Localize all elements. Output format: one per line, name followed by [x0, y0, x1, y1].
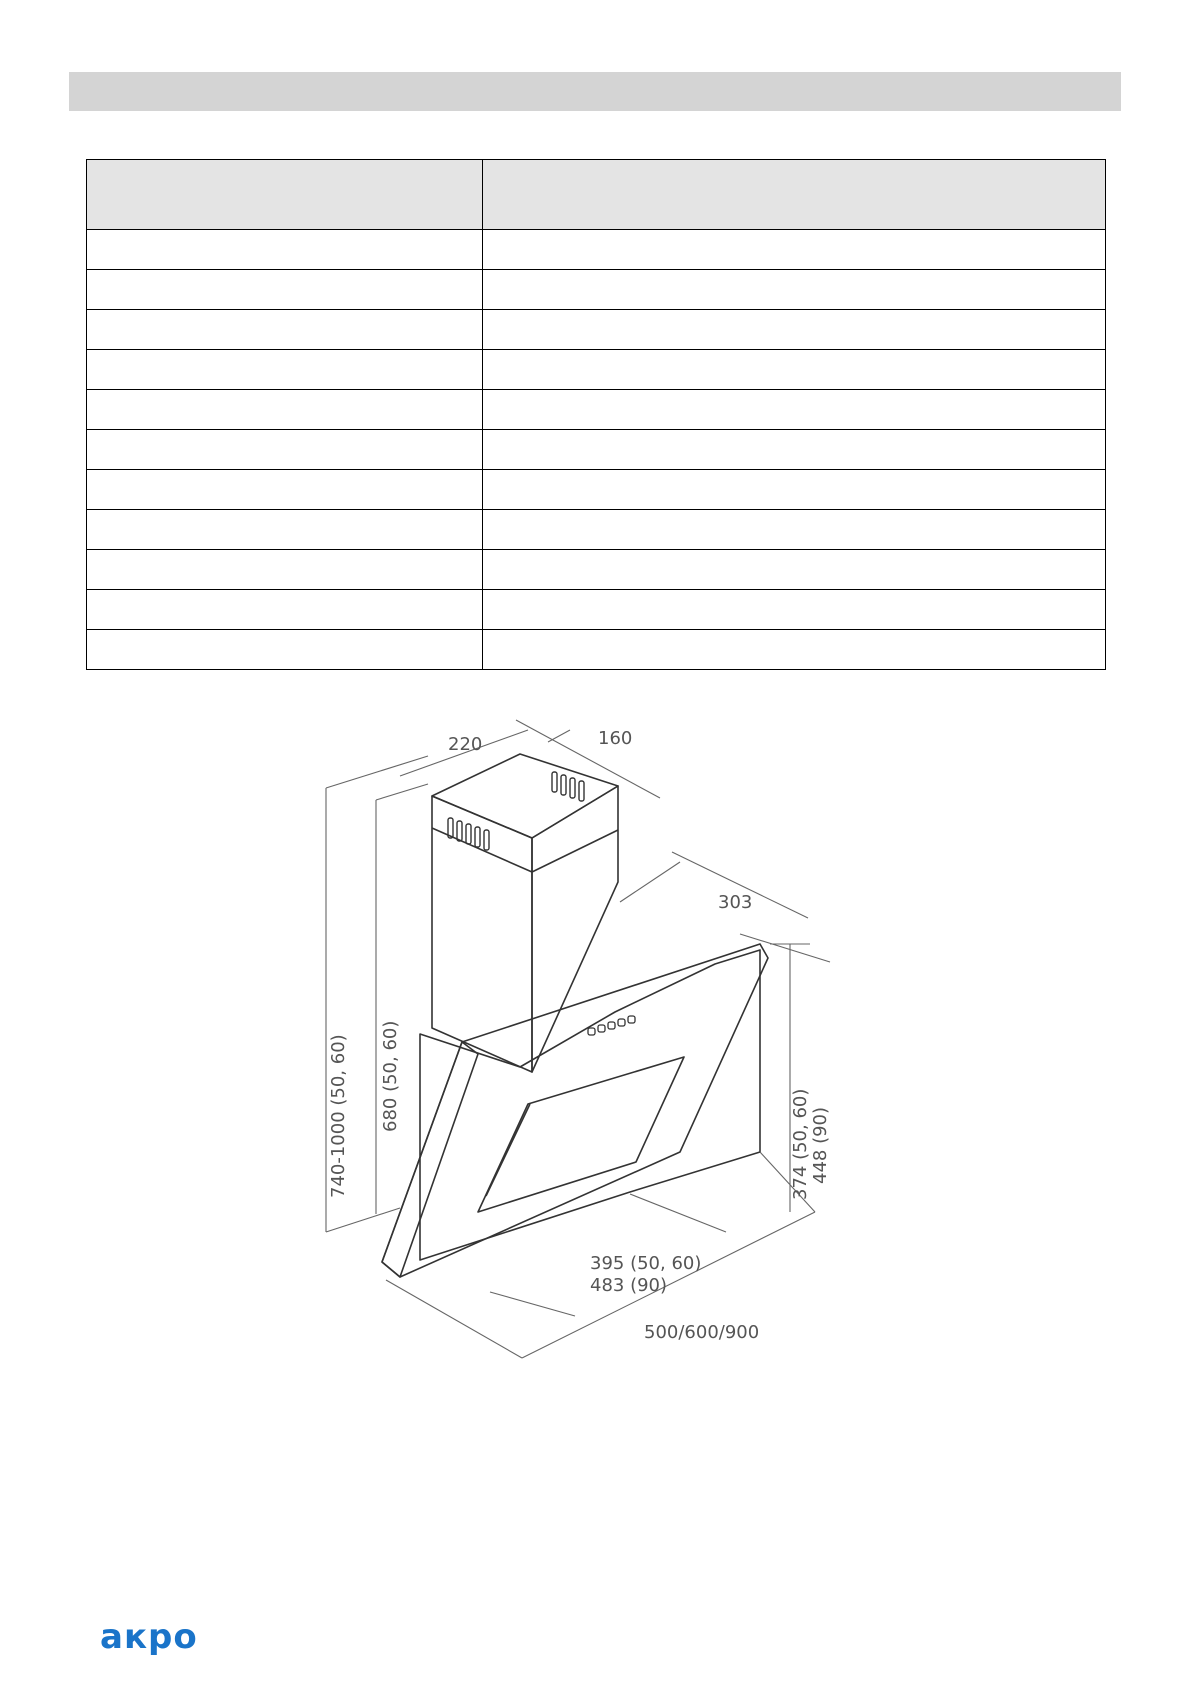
spec-value-cell: [483, 590, 1106, 630]
hood-body: [420, 950, 760, 1260]
dim-chimney-height: 680 (50, 60): [380, 1020, 401, 1132]
spec-table-header-cell: [483, 160, 1106, 230]
dim-overall-width: 500/600/900: [644, 1322, 760, 1343]
table-row: [87, 590, 1106, 630]
chimney-front: [432, 796, 532, 1072]
spec-label-cell: [87, 430, 483, 470]
dim-panel-height-1: 374 (50, 60): [790, 1088, 811, 1200]
glass-panel: [382, 944, 768, 1277]
spec-value-cell: [483, 510, 1106, 550]
spec-value-cell: [483, 470, 1106, 510]
chimney-top: [432, 754, 618, 838]
table-row: [87, 270, 1106, 310]
spec-value-cell: [483, 310, 1106, 350]
brand-logo: акро: [100, 1617, 198, 1657]
inner-glass: [478, 1057, 684, 1212]
control-buttons: [588, 1016, 635, 1035]
table-row: [87, 230, 1106, 270]
spec-value-cell: [483, 270, 1106, 310]
spec-label-cell: [87, 270, 483, 310]
dim-panel-height-2: 448 (90): [810, 1106, 831, 1184]
spec-value-cell: [483, 430, 1106, 470]
spec-label-cell: [87, 630, 483, 670]
spec-label-cell: [87, 350, 483, 390]
dim-glass-width-1: 395 (50, 60): [590, 1253, 702, 1274]
spec-label-cell: [87, 590, 483, 630]
table-row: [87, 630, 1106, 670]
spec-table-header-row: [87, 160, 1106, 230]
spec-label-cell: [87, 310, 483, 350]
dim-depth-top: 220: [448, 734, 483, 755]
spec-table-header-cell: [87, 160, 483, 230]
dim-width-top: 160: [598, 728, 633, 749]
spec-value-cell: [483, 350, 1106, 390]
spec-value-cell: [483, 230, 1106, 270]
spec-label-cell: [87, 510, 483, 550]
spec-value-cell: [483, 390, 1106, 430]
dim-glass-width-2: 483 (90): [590, 1275, 668, 1296]
table-row: [87, 470, 1106, 510]
section-title-bar: [69, 72, 1121, 111]
table-row: [87, 350, 1106, 390]
spec-label-cell: [87, 550, 483, 590]
table-row: [87, 390, 1106, 430]
hood-dimension-drawing: [320, 712, 900, 1412]
spec-label-cell: [87, 470, 483, 510]
spec-label-cell: [87, 390, 483, 430]
table-row: [87, 550, 1106, 590]
dim-projection: 303: [718, 892, 753, 913]
spec-label-cell: [87, 230, 483, 270]
table-row: [87, 310, 1106, 350]
table-row: [87, 430, 1106, 470]
chimney-band-front: [432, 828, 532, 872]
dim-overall-height: 740-1000 (50, 60): [328, 1034, 349, 1198]
table-row: [87, 510, 1106, 550]
hood-drawing-svg: [320, 712, 900, 1412]
spec-value-cell: [483, 630, 1106, 670]
spec-value-cell: [483, 550, 1106, 590]
chimney-band: [532, 830, 618, 872]
spec-table: [86, 159, 1106, 670]
